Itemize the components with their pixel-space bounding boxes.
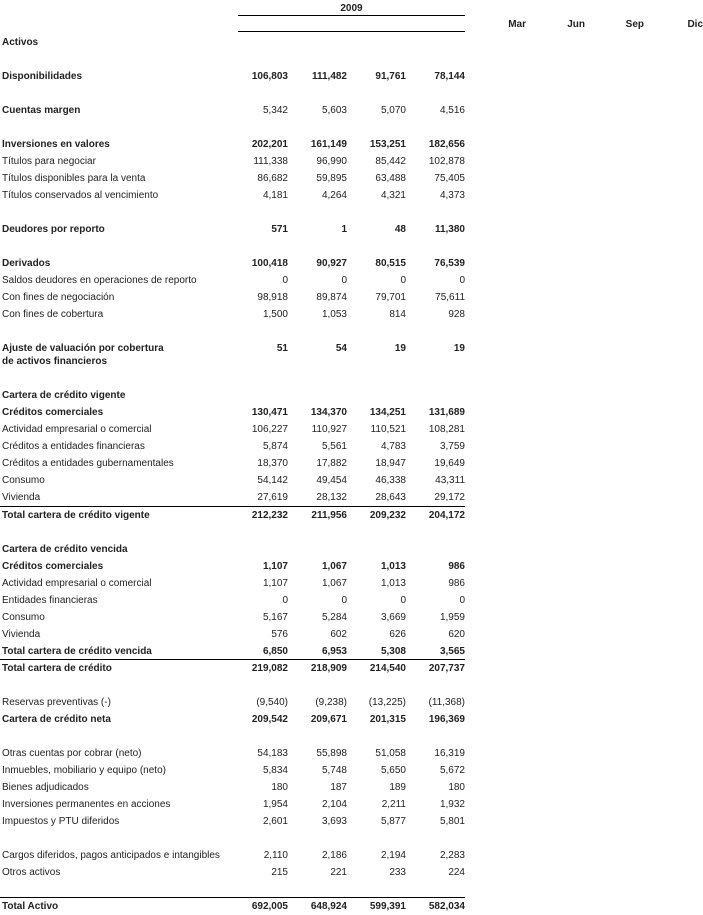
row-value-jun: 218,909 (310, 663, 347, 674)
row-value-jun: (9,238) (315, 697, 347, 708)
row-value-dic: 182,656 (428, 139, 465, 150)
row-value-sep: 28,643 (375, 492, 406, 503)
period-jun: Jun (567, 19, 585, 30)
table-row (0, 543, 465, 556)
row-value-jun: 0 (341, 275, 347, 286)
row-label: Total cartera de crédito vencida (2, 646, 152, 657)
row-value-dic: 43,311 (435, 475, 465, 486)
row-label: Con fines de negociación (2, 292, 115, 303)
row-value-mar: 215 (271, 867, 288, 878)
row-value-sep: 2,194 (380, 850, 406, 861)
row-value-sep: 3,669 (380, 612, 406, 623)
row-value-sep: 1,013 (380, 578, 406, 589)
row-value-dic: 108,281 (428, 424, 465, 435)
row-value-mar: 0 (282, 275, 288, 286)
row-value-mar: 27,619 (257, 492, 288, 503)
row-value-mar: 202,201 (251, 139, 288, 150)
row-value-dic: 4,373 (439, 190, 465, 201)
row-value-dic: (11,368) (428, 697, 465, 708)
row-value-jun: 111,482 (311, 71, 347, 82)
row-value-mar: 576 (271, 629, 288, 640)
row-value-jun: 59,895 (316, 173, 347, 184)
row-label: Títulos para negociar (2, 156, 96, 167)
table-row (0, 645, 465, 658)
table-row (0, 747, 465, 760)
row-value-dic: 16,319 (434, 748, 465, 759)
row-value-sep: 0 (400, 595, 406, 606)
row-value-dic: 0 (459, 275, 465, 286)
row-value-jun: 161,149 (310, 139, 347, 150)
header-rule (238, 31, 465, 32)
row-value-sep: 19 (394, 343, 406, 354)
table-row (0, 713, 465, 726)
period-dic: Dic (687, 19, 703, 30)
row-value-dic: 207,737 (428, 663, 465, 674)
row-label: Títulos disponibles para la venta (2, 173, 146, 184)
row-value-jun: 1 (341, 224, 347, 235)
row-value-jun: 5,561 (321, 441, 347, 452)
row-value-mar: 106,227 (251, 424, 288, 435)
table-row (0, 291, 465, 304)
row-value-mar: 86,682 (257, 173, 288, 184)
row-value-sep: (13,225) (368, 697, 406, 708)
row-label: Total Activo (2, 901, 59, 912)
row-label: Entidades financieras (2, 595, 98, 606)
year-header: 2009 (238, 2, 465, 16)
row-label: Bienes adjudicados (2, 782, 89, 793)
row-value-dic: 19,649 (434, 458, 465, 469)
row-label: Inmuebles, mobiliario y equipo (neto) (2, 765, 166, 776)
table-row (0, 577, 465, 590)
table-row (0, 849, 465, 862)
period-mar: Mar (508, 19, 526, 30)
table-row (0, 491, 465, 504)
row-value-sep: 814 (389, 309, 406, 320)
row-value-dic: 928 (448, 309, 465, 320)
row-value-sep: 5,877 (380, 816, 406, 827)
row-value-jun: 1,067 (321, 578, 347, 589)
row-value-dic: 3,565 (439, 646, 465, 657)
row-value-sep: 63,488 (375, 173, 406, 184)
row-value-mar: 4,181 (262, 190, 288, 201)
row-value-mar: 571 (271, 224, 288, 235)
row-value-jun: 96,990 (316, 156, 347, 167)
row-label: Créditos a entidades gubernamentales (2, 458, 174, 469)
row-value-dic: 102,878 (428, 156, 465, 167)
row-label: Inversiones permanentes en acciones (2, 799, 171, 810)
row-value-dic: 986 (448, 578, 465, 589)
row-label: Actividad empresarial o comercial (2, 578, 152, 589)
row-value-mar: 6,850 (262, 646, 288, 657)
table-row (0, 308, 465, 321)
table-row (0, 781, 465, 794)
row-value-dic: 0 (459, 595, 465, 606)
row-value-dic: 4,516 (439, 105, 465, 116)
row-value-sep: 85,442 (375, 156, 406, 167)
row-value-jun: 110,927 (311, 424, 347, 435)
row-value-dic: 78,144 (434, 71, 465, 82)
row-value-mar: 5,342 (262, 105, 288, 116)
row-value-jun: 1,053 (321, 309, 347, 320)
row-value-jun: 28,132 (316, 492, 347, 503)
row-value-sep: 80,515 (375, 258, 406, 269)
row-value-dic: 204,172 (428, 510, 465, 521)
row-value-mar: 54,142 (257, 475, 288, 486)
row-value-dic: 196,369 (428, 714, 465, 725)
row-value-mar: 1,500 (262, 309, 288, 320)
row-value-sep: 4,783 (380, 441, 406, 452)
table-row (0, 662, 465, 675)
row-value-sep: 110,521 (370, 424, 406, 435)
row-value-dic: 2,283 (439, 850, 465, 861)
table-row (0, 257, 465, 270)
row-value-jun: 602 (330, 629, 347, 640)
row-value-jun: 5,748 (321, 765, 347, 776)
row-value-sep: 4,321 (380, 190, 406, 201)
row-value-dic: 29,172 (434, 492, 465, 503)
row-value-mar: 1,954 (262, 799, 288, 810)
row-value-jun: 1,067 (321, 561, 347, 572)
row-value-jun: 54 (335, 343, 347, 354)
row-value-mar: 5,834 (262, 765, 288, 776)
table-row (0, 70, 465, 83)
table-row (0, 798, 465, 811)
row-value-jun: 49,454 (316, 475, 347, 486)
row-value-sep: 51,058 (375, 748, 406, 759)
row-value-sep: 18,947 (375, 458, 406, 469)
row-value-sep: 626 (389, 629, 406, 640)
row-value-jun: 0 (341, 595, 347, 606)
row-value-dic: 19 (453, 343, 465, 354)
row-value-dic: 180 (448, 782, 465, 793)
row-value-dic: 986 (448, 561, 465, 572)
row-value-sep: 233 (389, 867, 406, 878)
section-divider (0, 897, 465, 898)
row-value-dic: 131,689 (428, 407, 465, 418)
row-value-sep: 2,211 (381, 799, 406, 810)
section-divider (0, 659, 465, 660)
table-row (0, 594, 465, 607)
row-value-sep: 189 (389, 782, 406, 793)
row-value-dic: 75,611 (435, 292, 465, 303)
row-value-mar: 1,107 (262, 578, 288, 589)
row-value-jun: 17,882 (316, 458, 347, 469)
row-value-mar: (9,540) (256, 697, 288, 708)
table-row (0, 696, 465, 709)
row-label: Consumo (2, 612, 45, 623)
row-value-sep: 46,338 (375, 475, 406, 486)
row-value-mar: 2,110 (263, 850, 288, 861)
row-label: Disponibilidades (2, 71, 83, 82)
row-label: Créditos comerciales (2, 407, 104, 418)
row-label: Con fines de cobertura (2, 309, 104, 320)
row-value-mar: 100,418 (251, 258, 288, 269)
table-row (0, 866, 465, 879)
row-value-mar: 54,183 (257, 748, 288, 759)
row-label: Cartera de crédito neta (2, 714, 111, 725)
row-value-jun: 648,924 (310, 901, 347, 912)
row-value-jun: 211,956 (311, 510, 347, 521)
row-value-jun: 5,603 (321, 105, 347, 116)
row-label: Créditos a entidades financieras (2, 441, 145, 452)
row-label: Impuestos y PTU diferidos (2, 816, 120, 827)
row-value-sep: 79,701 (375, 292, 406, 303)
row-value-mar: 209,542 (251, 714, 288, 725)
row-value-mar: 106,803 (251, 71, 288, 82)
row-label: Vivienda (2, 492, 41, 503)
table-row (0, 900, 465, 913)
row-label: de activos financieros (2, 356, 108, 367)
row-value-mar: 98,918 (257, 292, 288, 303)
row-value-sep: 5,650 (380, 765, 406, 776)
row-value-jun: 2,104 (321, 799, 347, 810)
table-row (0, 138, 465, 151)
row-value-mar: 0 (282, 595, 288, 606)
section-divider (0, 506, 465, 507)
row-label: Derivados (2, 258, 51, 269)
row-value-jun: 6,953 (321, 646, 347, 657)
row-value-sep: 153,251 (369, 139, 406, 150)
row-label: Créditos comerciales (2, 561, 104, 572)
table-row (0, 474, 465, 487)
row-value-mar: 5,167 (262, 612, 288, 623)
row-value-sep: 48 (394, 224, 406, 235)
row-label: Ajuste de valuación por cobertura (2, 343, 164, 354)
row-value-sep: 214,540 (369, 663, 406, 674)
row-value-dic: 620 (448, 629, 465, 640)
row-value-sep: 0 (400, 275, 406, 286)
row-label: Cartera de crédito vigente (2, 390, 126, 401)
row-value-jun: 55,898 (316, 748, 347, 759)
row-value-dic: 3,759 (439, 441, 465, 452)
row-value-sep: 1,013 (380, 561, 406, 572)
table-row (0, 155, 465, 168)
table-row (0, 560, 465, 573)
row-label: Activos (2, 37, 39, 48)
row-label: Vivienda (2, 629, 41, 640)
row-label: Cuentas margen (2, 105, 81, 116)
row-label: Otras cuentas por cobrar (neto) (2, 748, 142, 759)
table-row (0, 104, 465, 117)
row-value-jun: 4,264 (321, 190, 347, 201)
row-value-dic: 1,932 (439, 799, 465, 810)
row-label: Consumo (2, 475, 45, 486)
row-value-jun: 187 (330, 782, 347, 793)
table-row (0, 389, 465, 402)
row-value-mar: 219,082 (251, 663, 288, 674)
row-value-jun: 89,874 (316, 292, 347, 303)
row-label: Actividad empresarial o comercial (2, 424, 152, 435)
row-value-mar: 111,338 (253, 156, 288, 167)
row-value-mar: 180 (271, 782, 288, 793)
table-row (0, 628, 465, 641)
table-row (0, 457, 465, 470)
row-value-mar: 51 (276, 343, 288, 354)
row-value-dic: 11,380 (434, 224, 465, 235)
row-value-jun: 221 (330, 867, 347, 878)
table-row (0, 815, 465, 828)
row-value-dic: 75,405 (434, 173, 465, 184)
row-value-dic: 582,034 (428, 901, 465, 912)
row-value-dic: 1,959 (439, 612, 465, 623)
table-row (0, 764, 465, 777)
period-sep: Sep (625, 19, 644, 30)
row-label: Cargos diferidos, pagos anticipados e intangibles (2, 850, 220, 861)
table-row (0, 172, 465, 185)
row-value-dic: 5,801 (439, 816, 465, 827)
row-value-jun: 2,186 (321, 850, 347, 861)
row-label: Saldos deudores en operaciones de reporto (2, 275, 197, 286)
row-value-mar: 1,107 (262, 561, 288, 572)
table-row (0, 611, 465, 624)
table-row (0, 440, 465, 453)
row-value-jun: 209,671 (310, 714, 347, 725)
period-header-row (238, 18, 703, 31)
table-row (0, 406, 465, 419)
row-value-mar: 130,471 (251, 407, 288, 418)
row-value-sep: 209,232 (369, 510, 406, 521)
row-value-jun: 5,284 (321, 612, 347, 623)
row-label: Total cartera de crédito vigente (2, 510, 150, 521)
row-value-sep: 134,251 (369, 407, 406, 418)
row-value-sep: 5,308 (380, 646, 406, 657)
row-label: Otros activos (2, 867, 61, 878)
table-row (0, 355, 465, 368)
table-row (0, 342, 465, 355)
row-value-sep: 5,070 (380, 105, 406, 116)
row-value-sep: 91,761 (375, 71, 406, 82)
row-value-dic: 224 (448, 867, 465, 878)
row-label: Deudores por reporto (2, 224, 105, 235)
row-value-jun: 134,370 (310, 407, 347, 418)
table-row (0, 274, 465, 287)
row-value-mar: 2,601 (262, 816, 288, 827)
table-row (0, 223, 465, 236)
table-row (0, 423, 465, 436)
row-value-mar: 692,005 (251, 901, 288, 912)
table-row (0, 509, 465, 522)
row-value-sep: 201,315 (369, 714, 406, 725)
row-value-jun: 90,927 (316, 258, 347, 269)
row-value-jun: 3,693 (321, 816, 347, 827)
row-label: Títulos conservados al vencimiento (2, 190, 159, 201)
row-label: Inversiones en valores (2, 139, 110, 150)
row-value-mar: 5,874 (262, 441, 288, 452)
table-row (0, 36, 465, 49)
row-value-mar: 212,232 (251, 510, 288, 521)
row-value-mar: 18,370 (257, 458, 288, 469)
row-label: Total cartera de crédito (2, 663, 112, 674)
row-value-dic: 76,539 (434, 258, 465, 269)
table-row (0, 189, 465, 202)
row-label: Cartera de crédito vencida (2, 544, 128, 555)
row-value-dic: 5,672 (439, 765, 465, 776)
row-label: Reservas preventivas (-) (2, 697, 111, 708)
row-value-sep: 599,391 (369, 901, 406, 912)
